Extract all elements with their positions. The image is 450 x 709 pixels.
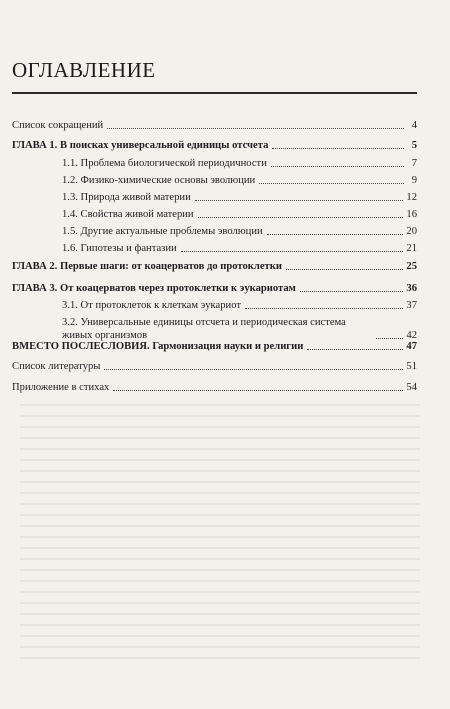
toc-entry-title: 3.2. Универсальные единицы отсчета и периодическая система живых организмов bbox=[62, 317, 346, 341]
toc-entry-title: Список сокращений bbox=[12, 120, 104, 131]
toc-entry-title: 1.4. Свойства живой материи bbox=[62, 209, 194, 220]
dot-leader bbox=[286, 268, 403, 270]
toc-entry-title: ВМЕСТО ПОСЛЕСЛОВИЯ. Гармонизация науки и религии bbox=[12, 341, 304, 352]
toc-entry-bibliography[interactable] bbox=[12, 360, 417, 373]
dot-leader bbox=[245, 307, 403, 309]
toc-page-number: 7 bbox=[411, 158, 417, 169]
toc-entry-title: 1.6. Гипотезы и фантазии bbox=[62, 243, 177, 254]
dot-leader bbox=[181, 250, 404, 252]
page-title: ОГЛАВЛЕНИЕ bbox=[12, 58, 156, 82]
toc-page-number: 21 bbox=[406, 243, 417, 254]
dot-leader bbox=[307, 348, 403, 350]
dot-leader bbox=[195, 199, 404, 201]
toc-entry-1-3[interactable] bbox=[62, 191, 417, 204]
dot-leader bbox=[267, 233, 404, 235]
dot-leader bbox=[198, 216, 404, 218]
dot-leader bbox=[113, 389, 403, 391]
dot-leader bbox=[104, 368, 403, 370]
toc-page-number: 5 bbox=[411, 140, 417, 151]
toc-entry-3-1[interactable] bbox=[62, 299, 417, 312]
toc-entry-1-6[interactable] bbox=[62, 242, 417, 255]
dot-leader bbox=[272, 147, 404, 149]
toc-entry-title: ГЛАВА 1. В поисках универсальной единицы отсчета bbox=[12, 140, 269, 151]
toc-entry-title: ГЛАВА 3. От коацерватов через протоклетки к эукариотам bbox=[12, 283, 296, 294]
toc-page-number: 16 bbox=[406, 209, 417, 220]
toc-entry-abbreviations[interactable] bbox=[12, 119, 417, 132]
toc-page-number: 9 bbox=[411, 175, 417, 186]
toc-entry-1-4[interactable] bbox=[62, 208, 417, 221]
toc-entry-title: 1.3. Природа живой материи bbox=[62, 192, 191, 203]
toc-page-number: 47 bbox=[406, 341, 417, 352]
toc-entry-title: Приложение в стихах bbox=[12, 382, 110, 393]
toc-entry-appendix[interactable] bbox=[12, 381, 417, 394]
toc-entry-1-5[interactable] bbox=[62, 225, 417, 238]
toc-page-number: 37 bbox=[406, 300, 417, 311]
toc-entry-title: 1.2. Физико-химические основы эволюции bbox=[62, 175, 256, 186]
toc-entry-afterword[interactable] bbox=[12, 340, 417, 353]
show-through-text bbox=[20, 395, 420, 685]
toc-page-number: 54 bbox=[406, 382, 417, 393]
toc-entry-title: ГЛАВА 2. Первые шаги: от коацерватов до протоклетки bbox=[12, 261, 282, 272]
dot-leader bbox=[376, 337, 403, 339]
toc-page-number: 20 bbox=[406, 226, 417, 237]
toc-page-number: 42 bbox=[406, 330, 417, 341]
title-rule bbox=[12, 92, 417, 94]
toc-entry-title: 3.1. От протоклеток к клеткам эукариот bbox=[62, 300, 241, 311]
dot-leader bbox=[107, 127, 404, 129]
toc-page-number: 36 bbox=[406, 283, 417, 294]
toc-entry-title: 1.1. Проблема биологической периодичности bbox=[62, 158, 267, 169]
toc-page-number: 4 bbox=[411, 120, 417, 131]
toc-page-number: 25 bbox=[406, 261, 417, 272]
dot-leader bbox=[271, 165, 404, 167]
toc-page-number: 51 bbox=[406, 361, 417, 372]
toc-entry-chapter-1[interactable] bbox=[12, 139, 417, 152]
toc-entry-chapter-3[interactable] bbox=[12, 282, 417, 295]
toc-entry-3-2[interactable] bbox=[62, 316, 417, 342]
toc-entry-title: 1.5. Другие актуальные проблемы эволюции bbox=[62, 226, 263, 237]
toc-entry-chapter-2[interactable] bbox=[12, 260, 417, 273]
toc-entry-title: Список литературы bbox=[12, 361, 101, 372]
toc-entry-1-2[interactable] bbox=[62, 174, 417, 187]
toc-page-number: 12 bbox=[406, 192, 417, 203]
dot-leader bbox=[300, 290, 404, 292]
dot-leader bbox=[259, 182, 404, 184]
toc-entry-1-1[interactable] bbox=[62, 157, 417, 170]
